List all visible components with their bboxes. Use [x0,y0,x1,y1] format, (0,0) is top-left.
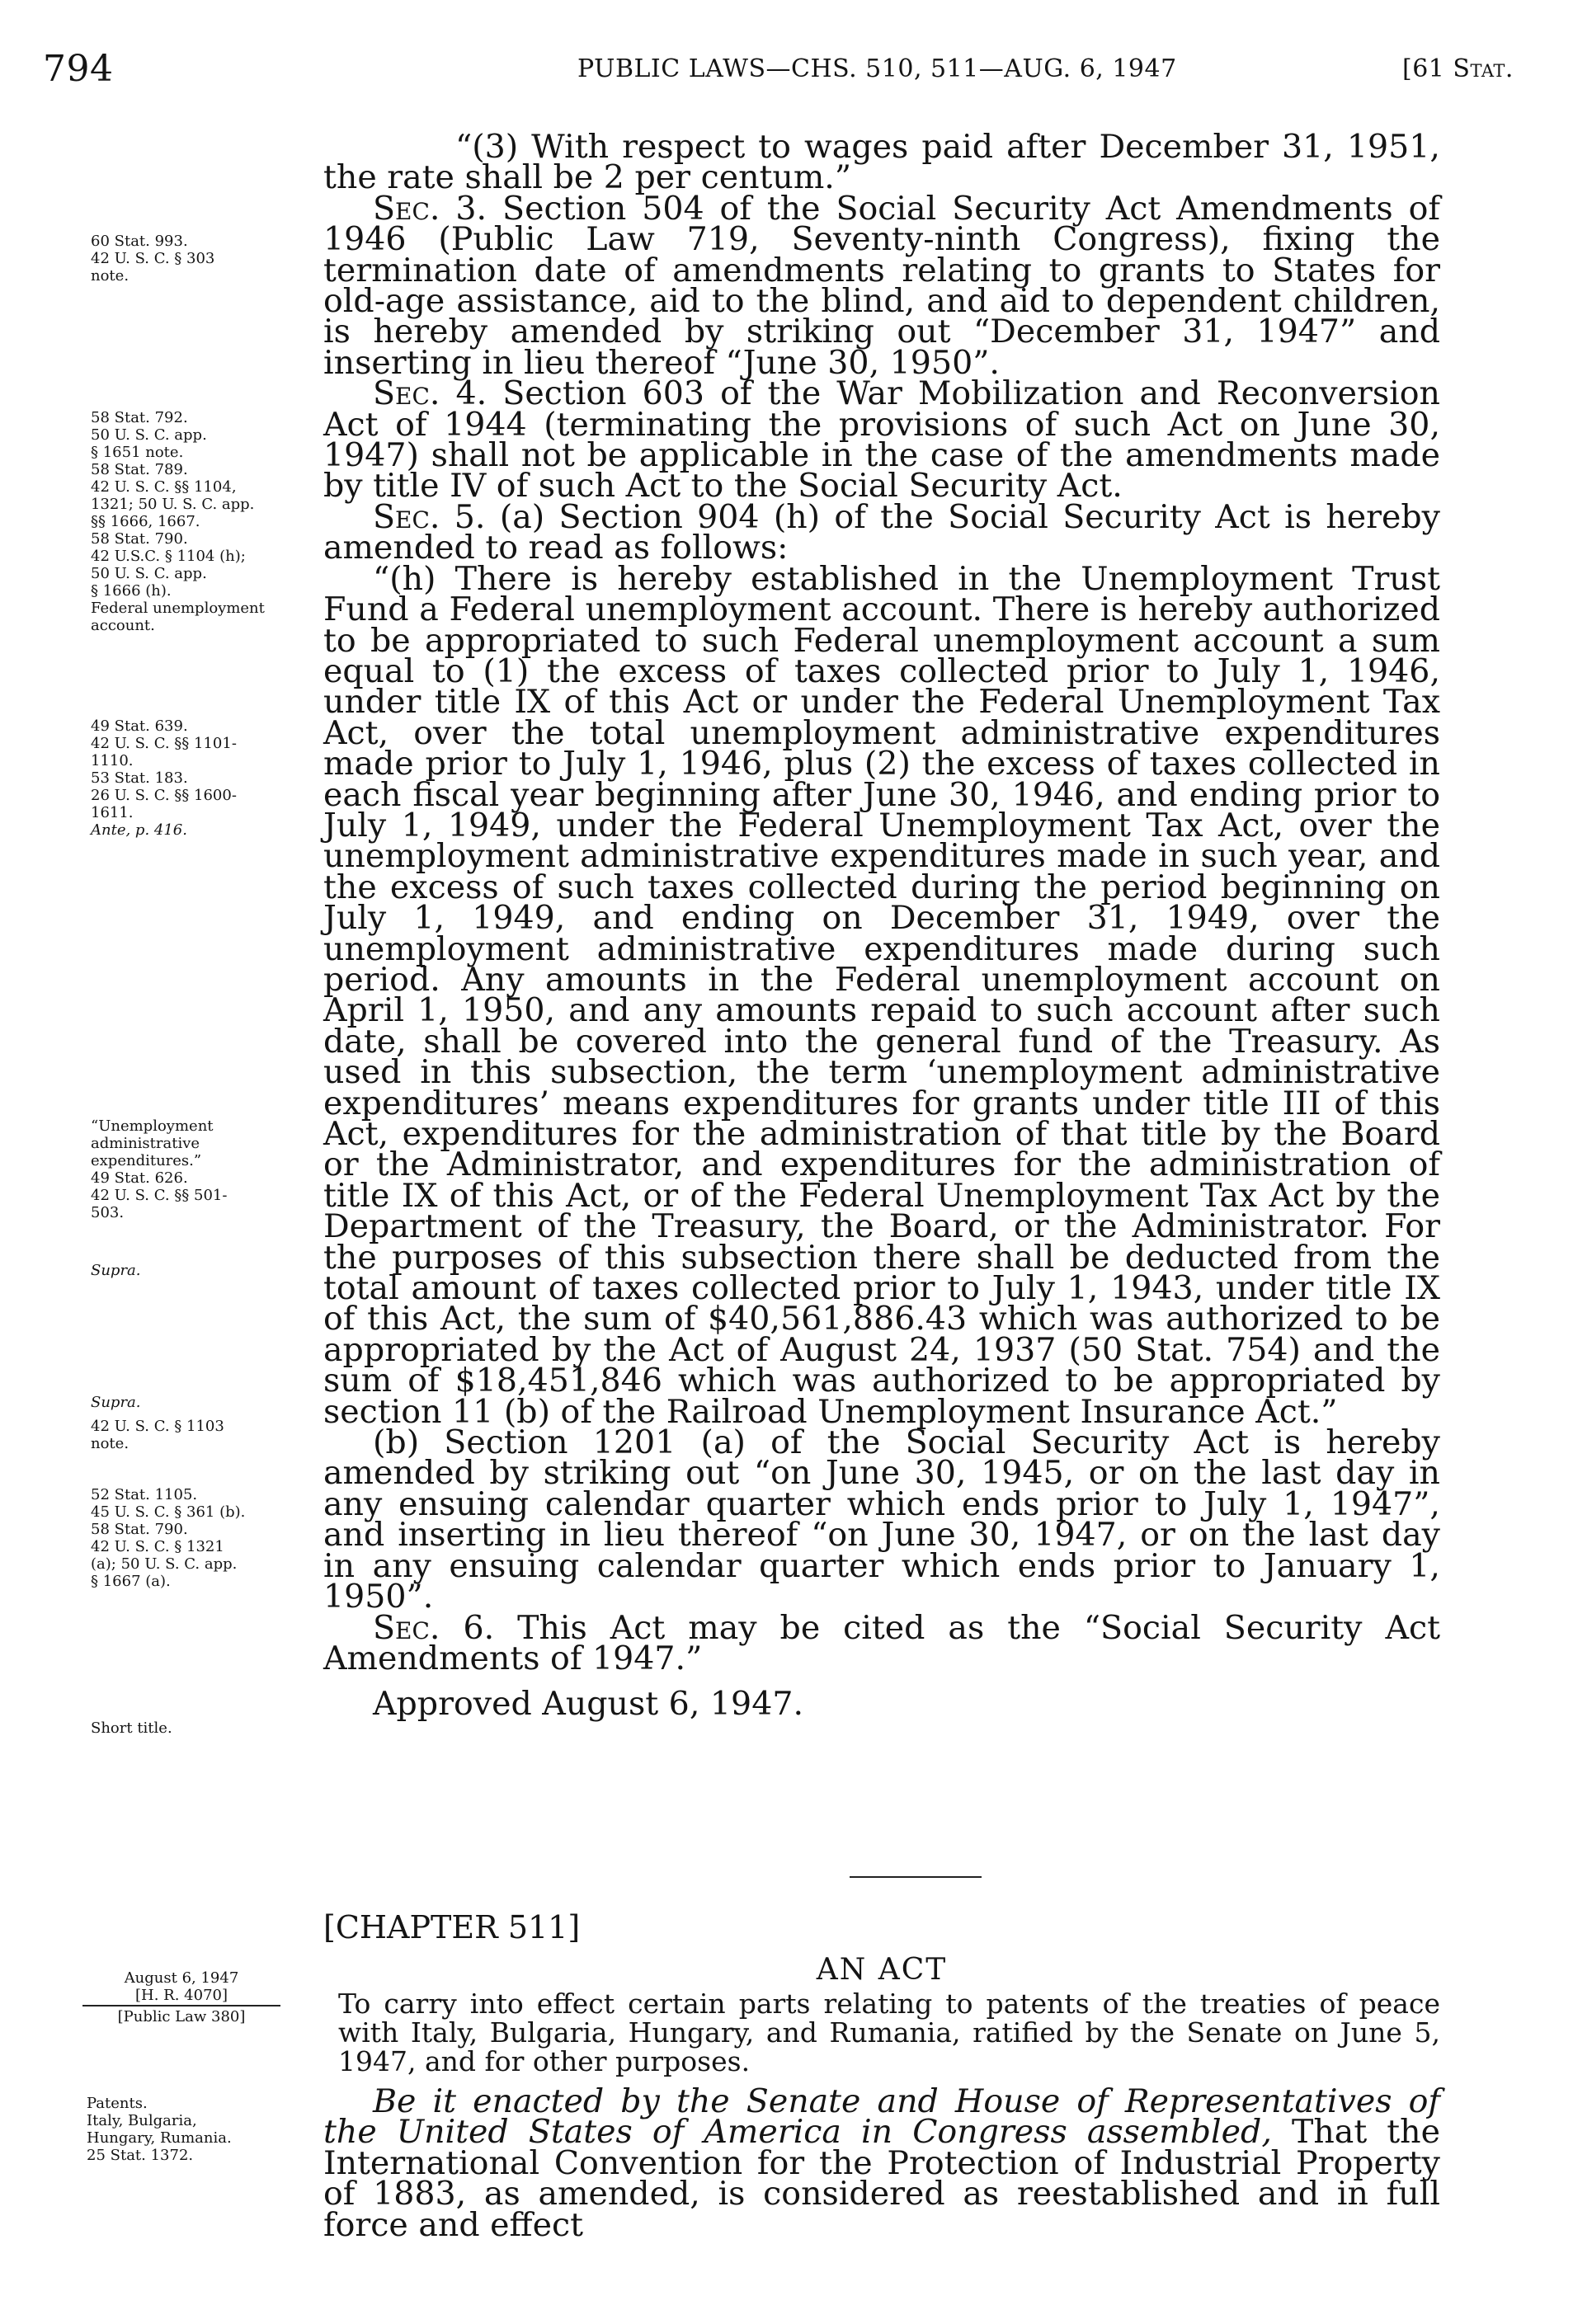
section-6 [323,1608,1440,1677]
margin-line: 58 Stat. 789. [91,461,188,478]
margin-note-1 [91,233,313,285]
sec3-label: Sec. 3. [373,189,487,228]
margin-line: Short title. [91,1719,172,1737]
margin-note-10 [87,2095,318,2164]
act-title: To carry into effect certain parts relating to patents of the treaties of peace with Italy, Bulgaria, Hungary, and Rumania, ratified by the Senate on June 5, 1947, and for other purposes. [338,1988,1440,2077]
section-5b: (b) Section 1201 (a) of the Social Security Act is hereby amended by striking out “on June 30, 1945, or on the last day in any ensuing calendar quarter which ends prior to July 1, 1947”, and inserting in lieu thereof “on June 30, 1947, or on the last day in any ensuing calendar quarter which ends prior to January 1, 1950”. [323,1423,1440,1616]
margin-line: 26 U. S. C. §§ 1600- [91,787,237,804]
margin-line: Patents. [87,2095,148,2112]
section-5-quote: “(h) There is hereby established in the Unemployment Trust Fund a Federal unemployment account. There is hereby authorized to be appropriated to such Federal unemployment account a sum equal to (1) the excess of taxes collected prior to July 1, 1946, under title IX of this Act or under the Federal Unemployment Tax Act, over the total unemployment administrative expenditures made prior to July 1, 1946, plus (2) the excess of taxes collected in each fiscal year beginning after June 30, 1946, and ending prior to July 1, 1949, under the Federal Unemployment Tax Act, over the unemployment administrative expenditures made in such year, and the excess of such taxes collected during the period beginning on July 1, 1949, and ending on December 31, 1949, over the unemployment administrative expenditures made during such period. Any amounts in the Federal unemployment account on April 1, 1950, and any amounts repaid to such account after such date, shall be covered into the general fund of the Treasury. As used in this subsection, the term ‘unemployment administrative expenditures’ means expenditures for grants under title III of this Act, expenditures for the administration of that title by the Board or the Administrator, and expenditures for the administration of title IX of this Act, or of the Federal Unemployment Tax Act by the Department of the Treasury, the Board, or the Administrator. For the purposes of this subsection there shall be deducted from the total amount of taxes collected prior to July 1, 1943, under title IX of this Act, the sum of $40,561,886.43 which was authorized to be appropriated by the Act of August 24, 1937 (50 Stat. 754) and the sum of $18,451,846 which was authorized to be appropriated by section 11 (b) of the Railroad Unemployment Insurance Act.” [323,559,1440,1431]
enacting-block [323,2082,1440,2244]
margin-line: Supra. [91,1394,141,1411]
running-title: PUBLIC LAWS—CHS. 510, 511—AUG. 6, 1947 [577,54,1177,83]
margin-line: 42 U. S. C. §§ 1104, [91,478,237,496]
sec4-text: Section 603 of the War Mobilization and Reconversion Act of 1944 (terminating the provisions of such Act on June 30, 1947) shall not be applicable in the case of the amendments made by title IV of such Act to the Social Security Act. [323,374,1440,506]
margin-line: §§ 1666, 1667. [91,513,200,530]
sec5-text: (a) Section 904 (h) of the Social Security Act is hereby amended to read as follows: [323,497,1440,567]
margin-line: August 6, 1947 [124,1969,239,1987]
margin-line: [Public Law 380] [117,2008,246,2025]
margin-note-9 [74,1969,289,2025]
margin-note-6 [91,1394,313,1452]
margin-line: 42 U. S. C. § 1321 [91,1538,224,1555]
margin-line: 1611. [91,804,134,821]
margin-line: 58 Stat. 790. [91,1521,188,1538]
margin-line: 53 Stat. 183. [91,769,188,787]
margin-note-5 [91,1262,313,1279]
margin-line: 49 Stat. 626. [91,1169,188,1187]
page-number: 794 [43,48,114,90]
section-5 [323,497,1440,567]
enacting-clause: Be it enacted by the Senate and House of Representatives of the United States of America in Congress assembled, [323,2082,1440,2152]
section-divider [850,1876,982,1878]
margin-line: 50 U. S. C. app. [91,565,207,582]
margin-line: 42 U. S. C. §§ 1101- [91,735,237,752]
margin-line: (a); 50 U. S. C. app. [91,1555,238,1573]
margin-line: 45 U. S. C. § 361 (b). [91,1503,246,1521]
paragraph-rate: “(3) With respect to wages paid after December 31, 1951, the rate shall be 2 per centum.” [323,128,1440,197]
margin-line: Ante, p. 416. [91,821,187,839]
margin-rule [82,2005,280,2006]
margin-line: 1110. [91,752,134,769]
sec5-label: Sec. 5. [373,497,486,536]
margin-line: 50 U. S. C. app. [91,426,207,444]
margin-note-2 [91,409,313,634]
margin-note-3 [91,717,313,839]
margin-note-7 [91,1486,313,1590]
margin-line: 25 Stat. 1372. [87,2147,194,2164]
margin-line: 1321; 50 U. S. C. app. [91,496,255,513]
enacting-text: That the International Convention for the Protection of Industrial Property of 1883, as amended, is considered as reestablished and in full force and effect [323,2113,1440,2244]
margin-line: note. [91,1435,130,1452]
approved-line: Approved August 6, 1947. [373,1685,804,1724]
margin-line: note. [91,267,130,285]
sec3-text: Section 504 of the Social Security Act Amendments of 1946 (Public Law 719, Seventy-ninth Congress), fixing the termination date of amendments relating to grants to States for old-age assistance, aid to the blind, and aid to dependent children, is hereby amended by striking out “December 31, 1947” and inserting in lieu thereof “June 30, 1950”. [323,189,1440,382]
margin-line: [H. R. 4070] [135,1987,228,2004]
main-text [323,128,1440,1724]
margin-line: 49 Stat. 639. [91,717,188,735]
enacting-paragraph [323,2082,1440,2244]
sec4-label: Sec. 4. [373,374,487,413]
margin-line: Supra. [91,1262,141,1279]
section-3 [323,189,1440,382]
margin-line: 42 U. S. C. § 1103 [91,1418,224,1435]
margin-line: 60 Stat. 993. [91,233,188,250]
margin-line: 42 U. S. C. § 303 [91,250,215,267]
sec6-text: This Act may be cited as the “Social Security Act Amendments of 1947.” [323,1608,1440,1677]
margin-line: 42 U.S.C. § 1104 (h); [91,548,246,565]
margin-line: § 1651 note. [91,444,184,461]
margin-line: Hungary, Rumania. [87,2129,232,2147]
margin-line: Federal unemployment account. [91,600,265,634]
sec6-label: Sec. 6. [373,1608,495,1647]
margin-line: 58 Stat. 790. [91,530,188,548]
act-heading: AN ACT [816,1953,948,1987]
margin-line: 58 Stat. 792. [91,409,188,426]
margin-line: “Unemployment administrative expenditures.” [91,1117,214,1169]
margin-line: § 1666 (h). [91,582,172,600]
margin-note-4 [91,1117,313,1221]
section-4 [323,374,1440,506]
margin-line: 503. [91,1204,125,1221]
margin-note-8 [91,1719,313,1737]
margin-line: § 1667 (a). [91,1573,171,1590]
margin-line: 42 U. S. C. §§ 501- [91,1187,228,1204]
margin-line: 52 Stat. 1105. [91,1486,198,1503]
margin-line: Italy, Bulgaria, [87,2112,197,2129]
chapter-label: [CHAPTER 511] [323,1909,581,1945]
volume-citation: [61 Stat. [1402,54,1514,83]
